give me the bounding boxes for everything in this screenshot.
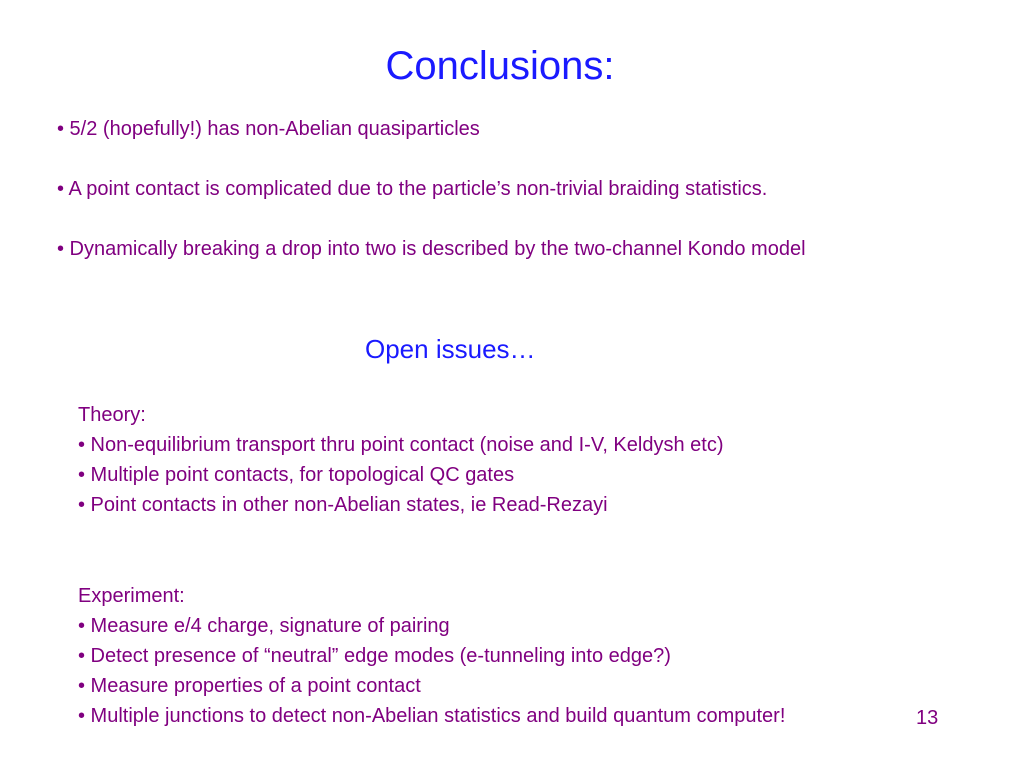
page-number: 13 (916, 707, 939, 729)
experiment-item: • Measure properties of a point contact (78, 675, 421, 697)
theory-item: • Point contacts in other non-Abelian states, ie Read-Rezayi (78, 494, 608, 516)
experiment-item: • Detect presence of “neutral” edge modes (e-tunneling into edge?) (78, 645, 671, 667)
conclusion-item: • A point contact is complicated due to the particle’s non-trivial braiding statistics. (57, 178, 768, 200)
experiment-section (78, 581, 1008, 731)
experiment-item: • Measure e/4 charge, signature of pairing (78, 615, 450, 637)
theory-item: • Multiple point contacts, for topological QC gates (78, 464, 515, 486)
open-issues-heading: Open issues… (365, 334, 536, 364)
slide-title: Conclusions: (385, 44, 615, 88)
conclusion-item: • 5/2 (hopefully!) has non-Abelian quasiparticles (57, 118, 480, 140)
theory-heading: Theory: (78, 404, 146, 426)
conclusion-item: • Dynamically breaking a drop into two is described by the two-channel Kondo model (57, 238, 806, 260)
experiment-heading: Experiment: (78, 585, 185, 607)
theory-item: • Non-equilibrium transport thru point contact (noise and I-V, Keldysh etc) (78, 434, 724, 456)
conclusions-list (57, 114, 1017, 264)
theory-section (78, 400, 1008, 520)
experiment-item: • Multiple junctions to detect non-Abelian statistics and build quantum computer! (78, 705, 786, 727)
